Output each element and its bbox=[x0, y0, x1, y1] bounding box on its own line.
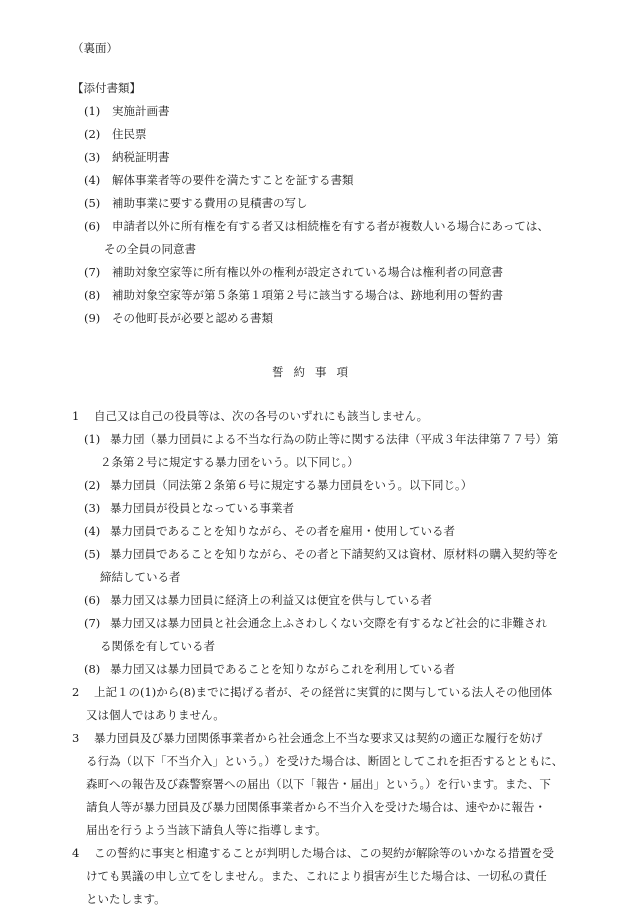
clause-text: 上記１の(1)から(8)までに掲げる者が、その経営に実質的に関与している法人その他団体 bbox=[94, 685, 553, 699]
clause-text: この誓約に事実と相違することが判明した場合は、この契約が解除等のいかなる措置を受 bbox=[94, 846, 554, 860]
clause-continuation: けても異議の申し立てをしません。また、これにより損害が生じた場合は、一切私の責任 bbox=[86, 869, 547, 883]
attachment-item bbox=[84, 193, 308, 213]
item-number: (7) bbox=[84, 265, 101, 279]
subitem-number: (8) bbox=[84, 662, 101, 676]
subitem-number: (5) bbox=[84, 547, 101, 561]
attachment-item bbox=[84, 308, 273, 328]
item-text: 解体事業者等の要件を満たすことを証する書類 bbox=[112, 173, 354, 187]
item-text: 実施計画書 bbox=[112, 104, 170, 118]
subitem-text: 暴力団又は暴力団員に経済上の利益又は便宜を供与している者 bbox=[110, 593, 432, 607]
clause-1-subitem bbox=[84, 590, 432, 610]
subitem-continuation: 締結している者 bbox=[100, 570, 181, 584]
subitem-text: 暴力団員であることを知りながら、その者を雇用・使用している者 bbox=[110, 524, 455, 538]
clause-continuation: 森町への報告及び森警察署への届出（以下「報告・届出」という。）を行います。また、下 bbox=[86, 777, 551, 791]
clause-1-subitem bbox=[84, 475, 472, 495]
subitem-number: (6) bbox=[84, 593, 101, 607]
clause-3 bbox=[72, 728, 543, 748]
clause-1-subitem bbox=[84, 544, 559, 564]
subitem-text: 暴力団員（同法第２条第６号に規定する暴力団員をいう。以下同じ。） bbox=[110, 478, 473, 492]
clause-2 bbox=[72, 682, 552, 702]
clause-continuation: といたします。 bbox=[86, 892, 166, 906]
subitem-text: 暴力団員が役員となっている事業者 bbox=[110, 501, 294, 515]
item-number: (5) bbox=[84, 196, 101, 210]
clause-1-subitem bbox=[84, 659, 455, 679]
item-text: 補助対象空家等が第５条第１項第２号に該当する場合は、跡地利用の誓約書 bbox=[112, 288, 503, 302]
clause-continuation: 届出を行うよう当該下請負人等に指導します。 bbox=[86, 823, 327, 837]
attachment-item-continuation: その全員の同意書 bbox=[104, 242, 196, 256]
subitem-number: (7) bbox=[84, 616, 101, 630]
subitem-text: 暴力団又は暴力団員と社会通念上ふさわしくない交際を有するなど社会的に非難され bbox=[110, 616, 547, 630]
subitem-number: (1) bbox=[84, 432, 101, 446]
item-number: (4) bbox=[84, 173, 101, 187]
item-number: (8) bbox=[84, 288, 101, 302]
item-text: 納税証明書 bbox=[112, 150, 170, 164]
attachment-item bbox=[84, 124, 147, 144]
clause-number: 1 bbox=[72, 409, 80, 423]
clause-1-subitem bbox=[84, 498, 294, 518]
subitem-text: 暴力団員であることを知りながら、その者と下請契約又は資材、原材料の購入契約等を bbox=[110, 547, 559, 561]
clause-text: 暴力団員及び暴力団関係事業者から社会通念上不当な要求又は契約の適正な履行を妨げ bbox=[94, 731, 543, 745]
clause-1 bbox=[72, 406, 428, 426]
attachment-item bbox=[84, 170, 354, 190]
item-text: 補助事業に要する費用の見積書の写し bbox=[112, 196, 308, 210]
subitem-number: (2) bbox=[84, 478, 101, 492]
item-number: (9) bbox=[84, 311, 101, 325]
clause-1-subitem bbox=[84, 521, 455, 541]
subitem-continuation: ２条第２号に規定する暴力団をいう。以下同じ。） bbox=[100, 455, 359, 469]
clause-continuation: 請負人等が暴力団員及び暴力団関係事業者から不当介入を受けた場合は、速やかに報告・ bbox=[86, 800, 546, 814]
item-text: その他町長が必要と認める書類 bbox=[112, 311, 273, 325]
clause-continuation: 又は個人ではありません。 bbox=[86, 708, 225, 722]
clause-number: 2 bbox=[72, 685, 80, 699]
clause-number: 3 bbox=[72, 731, 80, 745]
attachments-heading: 【添付書類】 bbox=[72, 81, 141, 95]
item-number: (1) bbox=[84, 104, 101, 118]
item-number: (3) bbox=[84, 150, 101, 164]
item-number: (2) bbox=[84, 127, 101, 141]
attachment-item bbox=[84, 216, 549, 236]
item-text: 申請者以外に所有権を有する者又は相続権を有する者が複数人いる場合にあっては、 bbox=[112, 219, 549, 233]
item-text: 住民票 bbox=[112, 127, 147, 141]
attachment-item bbox=[84, 101, 170, 121]
side-label: （裏面） bbox=[72, 41, 118, 55]
clause-1-subitem bbox=[84, 613, 547, 633]
pledge-title: 誓約事項 bbox=[272, 365, 358, 379]
clause-continuation: る行為（以下「不当介入」という。）を受けた場合は、断固としてこれを拒否するとともに、 bbox=[86, 754, 564, 768]
item-text: 補助対象空家等に所有権以外の権利が設定されている場合は権利者の同意書 bbox=[112, 265, 503, 279]
attachment-item bbox=[84, 285, 503, 305]
subitem-continuation: る関係を有している者 bbox=[100, 639, 215, 653]
subitem-number: (4) bbox=[84, 524, 101, 538]
attachment-item bbox=[84, 262, 503, 282]
clause-1-subitem bbox=[84, 429, 559, 449]
subitem-number: (3) bbox=[84, 501, 101, 515]
item-number: (6) bbox=[84, 219, 101, 233]
clause-text: 自己又は自己の役員等は、次の各号のいずれにも該当しません。 bbox=[94, 409, 429, 423]
clause-number: 4 bbox=[72, 846, 80, 860]
subitem-text: 暴力団（暴力団員による不当な行為の防止等に関する法律（平成３年法律第７７号）第 bbox=[110, 432, 559, 446]
attachment-item bbox=[84, 147, 170, 167]
clause-4 bbox=[72, 843, 554, 863]
subitem-text: 暴力団又は暴力団員であることを知りながらこれを利用している者 bbox=[110, 662, 455, 676]
